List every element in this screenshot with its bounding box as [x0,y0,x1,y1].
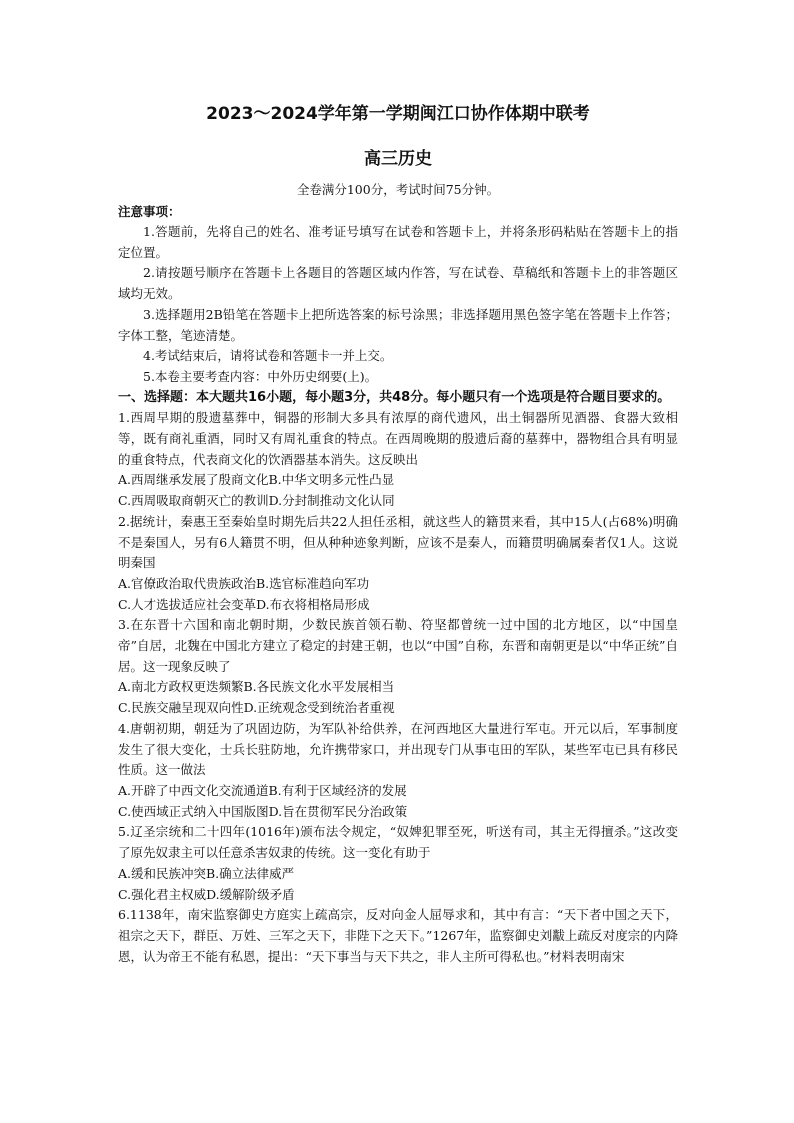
exam-page [118,100,678,967]
question-4 [118,719,678,823]
question-options-row: A.官僚政治取代贵族政治B.选官标准趋向军功 [118,575,370,591]
question-3 [118,615,678,719]
question-options-row: C.民族交融呈现双向性D.正统观念受到统治者重视 [118,700,395,716]
question-options-row: C.使西域正式纳入中国版图D.旨在贯彻军民分治政策 [118,803,408,819]
question-stem: 6.1138年，南宋监察御史方庭实上疏高宗，反对向金人屈辱求和，其中有言：“天下者中国之天下，祖宗之天下，群臣、万姓、三军之天下，非陛下之天下。”1267年，监察御史刘黻上疏反对度宗的内降恩，认为帝王不能有私恩，提出：“天下事当与天下共之，非人主所可得私也。”材料表明南宋 [118,907,678,964]
question-stem: 1.西周早期的殷遗墓葬中，铜器的形制大多具有浓厚的商代遗风，出土铜器所见酒器、食器大致相等，既有商礼重酒，同时又有周礼重食的特点。在西周晚期的殷遗后裔的墓葬中，器物组合具有明显的重食特点，代表商文化的饮酒器基本消失。这反映出 [118,410,678,467]
note-item: 2.请按题号顺序在答题卡上各题目的答题区域内作答，写在试卷、草稿纸和答题卡上的非答题区域均无效。 [118,265,678,302]
question-stem: 4.唐朝初期，朝廷为了巩固边防，为军队补给供养，在河西地区大量进行军屯。开元以后，军事制度发生了很大变化，士兵长驻防地，允许携带家口，并出现专门从事屯田的军队，某些军屯已具有移民性质。这一做法 [118,720,678,778]
question-stem: 2.据统计，秦惠王至秦始皇时期先后共22人担任丞相，就这些人的籍贯来看，其中15人(占68%)明确不是秦国人，另有6人籍贯不明，但从种种迹象判断，应该不是秦人，而籍贯明确属秦者仅1人。这说明秦国 [118,513,678,571]
section-heading: 一、选择题：本大题共16小题，每小题3分，共48分。每小题只有一个选项是符合题目要求的。 [118,389,671,405]
exam-subject: 高三历史 [364,149,432,169]
question-options-row: A.西周继承发展了殷商文化B.中华文明多元性凸显 [118,472,395,488]
note-item: 4.考试结束后，请将试卷和答题卡一并上交。 [143,348,393,364]
note-item: 1.答题前，先将自己的姓名、准考证号填写在试卷和答题卡上，并将条形码粘贴在答题卡上的指定位置。 [118,224,678,260]
question-1 [118,408,678,512]
question-6 [118,905,678,967]
note-item: 3.选择题用2B铅笔在答题卡上把所选答案的标号涂黑；非选择题用黑色签字笔在答题卡上作答；字体工整，笔迹清楚。 [118,306,678,343]
question-stem: 5.辽圣宗统和二十四年(1016年)颁布法令规定，“奴婢犯罪至死，听送有司，其主无得擅杀。”这改变了原先奴隶主可以任意杀害奴隶的传统。这一变化有助于 [118,824,678,861]
exam-title: 2023～2024学年第一学期闽江口协作体期中联考 [206,104,590,124]
question-5 [118,822,678,905]
question-2 [118,512,678,616]
question-options-row: C.人才选拔适应社会变革D.布衣将相格局形成 [118,596,370,612]
question-options-row: A.缓和民族冲突B.确立法律威严 [118,865,295,881]
notes-heading: 注意事项： [118,204,181,219]
question-options-row: A.开辟了中西文化交流通道B.有利于区域经济的发展 [118,782,407,798]
question-options-row: C.强化君主权威D.缓解阶级矛盾 [118,886,295,902]
question-options-row: C.西周吸取商朝灭亡的教训D.分封制推动文化认同 [118,493,395,509]
question-stem: 3.在东晋十六国和南北朝时期，少数民族首领石勒、符坚都曾统一过中国的北方地区，以“中国皇帝”自居，北魏在中国北方建立了稳定的封建王朝，也以“中国”自称，东晋和南朝更是以“中华正统”自居。这一现象反映了 [118,617,678,674]
exam-info: 全卷满分100分，考试时间75分钟。 [296,182,500,197]
note-item: 5.本卷主要考查内容：中外历史纲要(上)。 [143,368,378,384]
question-options-row: A.南北方政权更迭频繁B.各民族文化水平发展相当 [118,679,395,695]
